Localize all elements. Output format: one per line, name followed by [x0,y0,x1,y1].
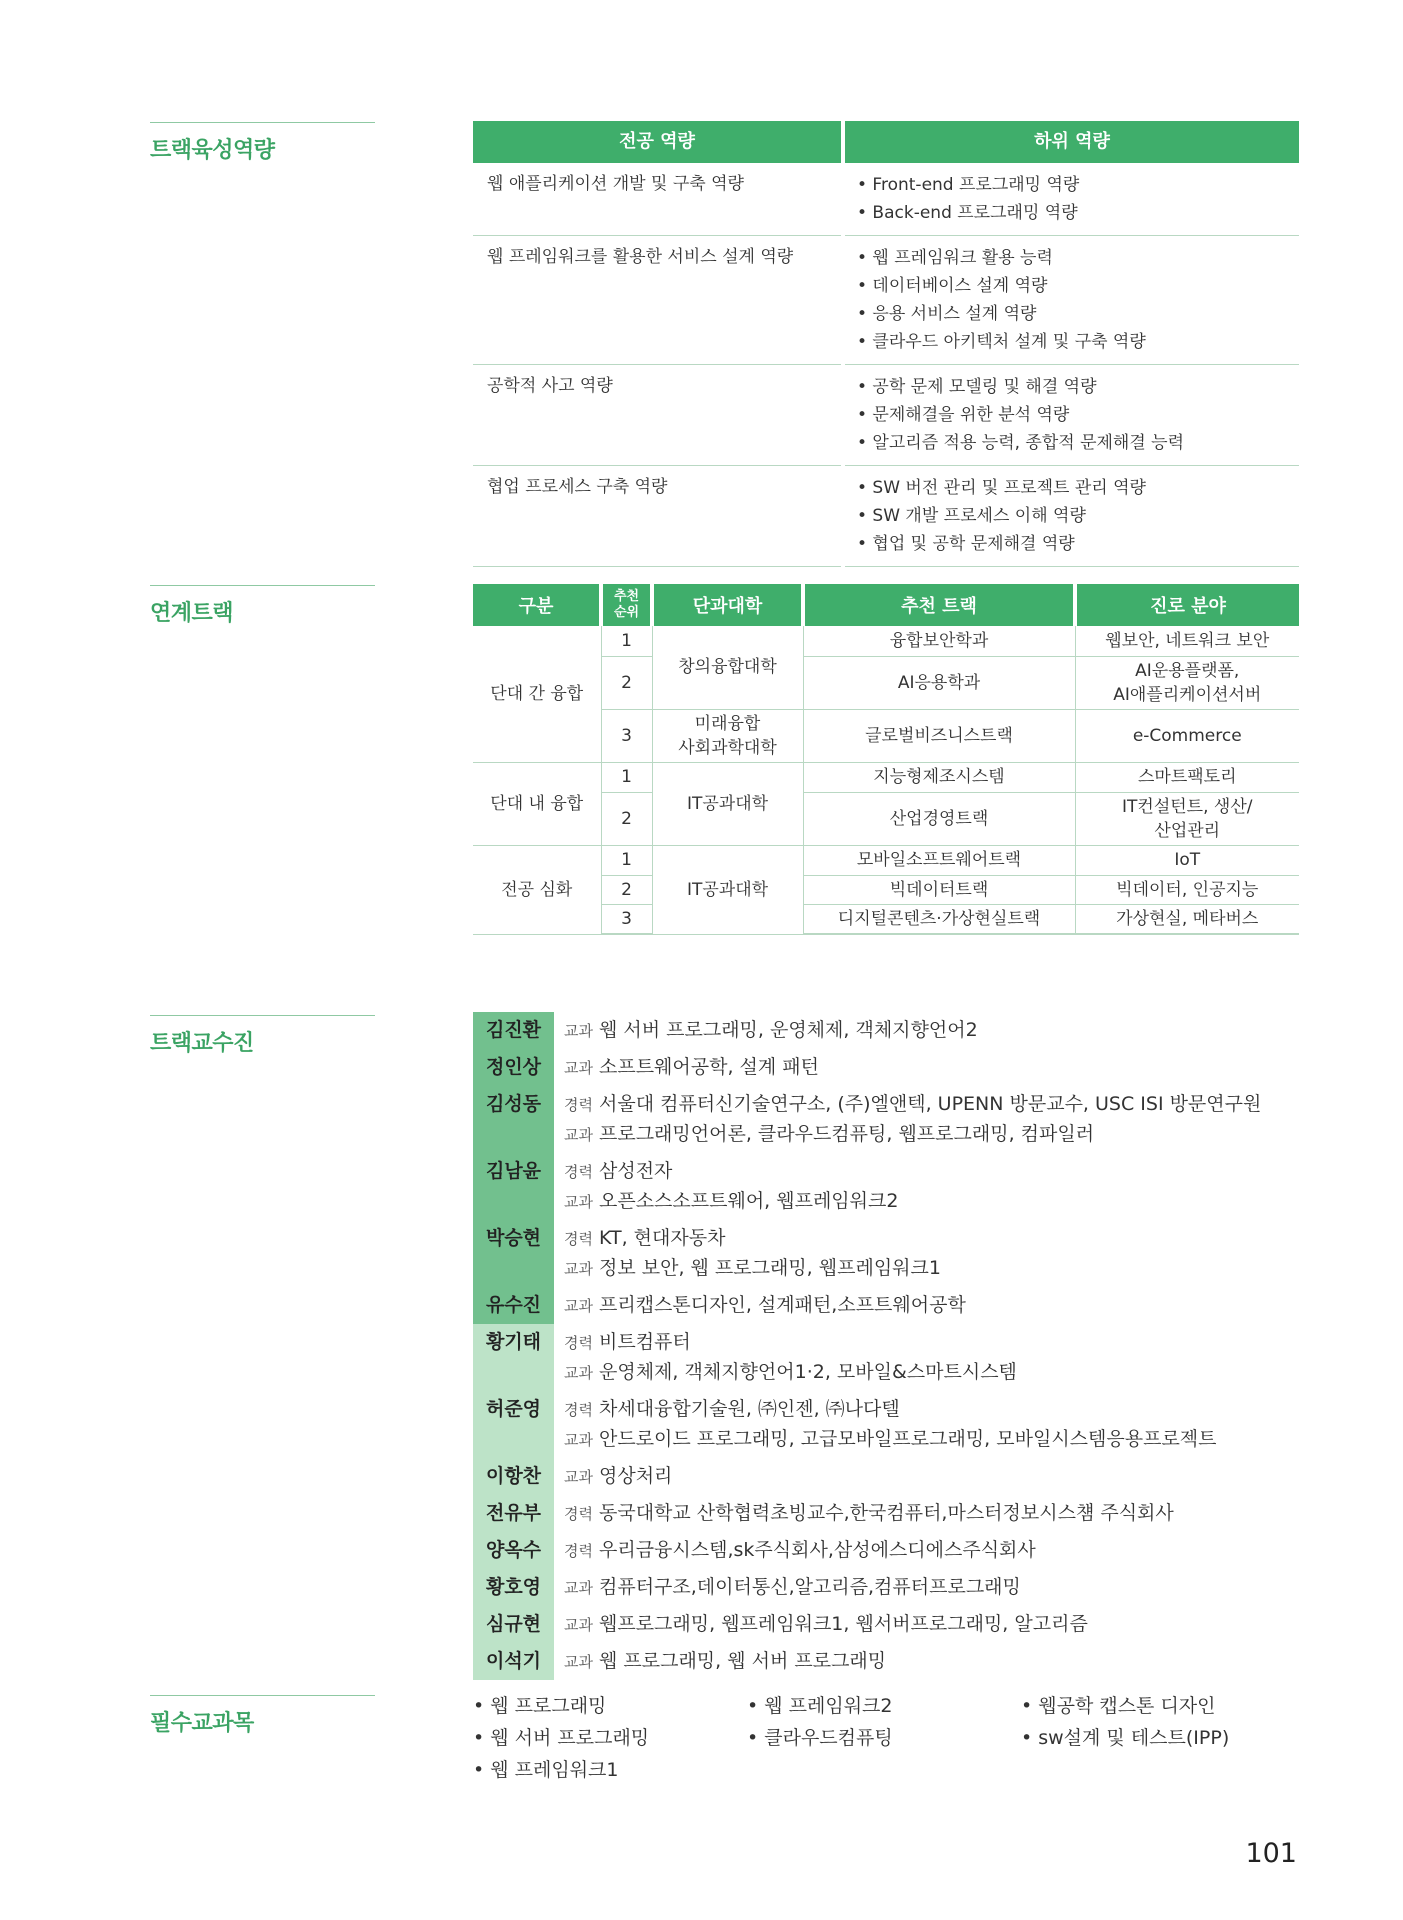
header-rank-line2: 순위 [613,605,640,620]
faculty-details [554,1495,1174,1532]
detail-tag: 교과 [564,1653,593,1671]
track-college: 창의융합대학 [652,626,803,709]
faculty-detail-line [564,1254,941,1284]
detail-tag: 교과 [564,1616,593,1634]
faculty-row [473,1458,1323,1495]
faculty-name: 양옥수 [473,1532,554,1569]
faculty-name: 이항찬 [473,1458,554,1495]
detail-tag: 교과 [564,1364,593,1382]
faculty-details [554,1012,978,1049]
section-title: 트랙육성역량 [150,138,275,163]
faculty-details [554,1220,941,1287]
section-title: 트랙교수진 [150,1031,254,1056]
course-column [747,1690,1021,1786]
faculty-row [473,1049,1323,1086]
faculty-detail-line [564,1573,1021,1603]
faculty-name: 김남윤 [473,1153,554,1220]
sub-competency-item: • 응용 서비스 설계 역량 [857,304,1037,324]
faculty-details [554,1532,1036,1569]
detail-tag: 교과 [564,1260,593,1278]
sub-competency-list [845,365,1299,466]
major-competency: 웹 애플리케이션 개발 및 구축 역량 [473,163,841,236]
detail-tag: 교과 [564,1431,593,1449]
section-label-competency [150,122,375,164]
track-career: IT컨설턴트, 생산/ 산업관리 [1075,792,1299,845]
detail-tag: 경력 [564,1505,593,1523]
track-rank: 2 [601,875,652,904]
detail-text: 안드로이드 프로그래밍, 고급모바일프로그래밍, 모바일시스템응용프로젝트 [598,1428,1217,1450]
section-title: 필수교과목 [150,1711,254,1736]
faculty-details [554,1458,672,1495]
track-career: AI운용플랫폼, AI애플리케이션서버 [1075,656,1299,709]
competency-row [473,236,1299,365]
faculty-name: 유수진 [473,1287,554,1324]
faculty-name: 이석기 [473,1643,554,1680]
track-college: 미래융합 사회과학대학 [652,709,803,762]
track-name: 빅데이터트랙 [803,875,1075,904]
sub-competency-item: • 협업 및 공학 문제해결 역량 [857,534,1075,554]
track-row [473,626,1299,656]
course-item: • 웹 프레임워크1 [473,1759,619,1781]
sub-competency-item: • 문제해결을 위한 분석 역량 [857,405,1070,425]
detail-tag: 교과 [564,1468,593,1486]
course-item: • 웹 프레임워크2 [747,1695,893,1717]
header-track: 추천 트랙 [803,584,1075,626]
faculty-detail-line [564,1536,1036,1566]
detail-text: 컴퓨터구조,데이터통신,알고리즘,컴퓨터프로그래밍 [598,1576,1021,1598]
course-column [1021,1690,1295,1786]
competency-row [473,466,1299,567]
detail-text: 동국대학교 산학협력초빙교수,한국컴퓨터,마스터정보시스첌 주식회사 [598,1502,1174,1524]
faculty-detail-line [564,1462,672,1492]
competency-table [473,121,1299,567]
sub-competency-item: • 알고리즘 적용 능력, 종합적 문제해결 능력 [857,433,1185,453]
faculty-details [554,1606,1088,1643]
faculty-row [473,1086,1323,1153]
detail-tag: 교과 [564,1022,593,1040]
track-career: 웹보안, 네트워크 보안 [1075,626,1299,656]
faculty-detail-line [564,1425,1217,1455]
track-rank: 1 [601,762,652,792]
faculty-detail-line [564,1395,1217,1425]
faculty-detail-line [564,1157,898,1187]
detail-text: 프로그래밍언어론, 클라우드컴퓨팅, 웹프로그래밍, 컴파일러 [598,1123,1095,1145]
header-career: 진로 분야 [1075,584,1299,626]
faculty-name: 심규현 [473,1606,554,1643]
faculty-name: 김성동 [473,1086,554,1153]
detail-text: 프리캡스톤디자인, 설계패턴,소프트웨어공학 [598,1294,966,1316]
faculty-row [473,1324,1323,1391]
required-courses [473,1690,1295,1786]
faculty-detail-line [564,1499,1174,1529]
detail-tag: 교과 [564,1059,593,1077]
sub-competency-item: • SW 버전 관리 및 프로젝트 관리 역량 [857,478,1146,498]
faculty-detail-line [564,1610,1088,1640]
track-career: 스마트팩토리 [1075,762,1299,792]
competency-row [473,163,1299,236]
sub-competency-item: • 클라우드 아키텍처 설계 및 구축 역량 [857,332,1146,352]
detail-text: 삼성전자 [598,1160,673,1182]
detail-text: 영상처리 [598,1465,673,1487]
header-major-competency: 전공 역량 [473,121,841,163]
detail-text: 차세대융합기술원, ㈜인젠, ㈜나다텔 [598,1398,900,1420]
faculty-row [473,1532,1323,1569]
course-item: • 클라우드컴퓨팅 [747,1727,893,1749]
course-item: • 웹 프로그래밍 [473,1695,607,1717]
track-rank: 3 [601,709,652,762]
section-label-required [150,1695,375,1737]
track-category: 단대 간 융합 [473,626,601,762]
detail-text: 웹프로그래밍, 웹프레임워크1, 웹서버프로그래밍, 알고리즘 [598,1613,1088,1635]
faculty-name: 박승현 [473,1220,554,1287]
track-category: 단대 내 융합 [473,762,601,845]
major-competency: 웹 프레임워크를 활용한 서비스 설계 역량 [473,236,841,365]
track-name: 산업경영트랙 [803,792,1075,845]
faculty-detail-line [564,1224,941,1254]
track-row [473,762,1299,792]
detail-text: 운영체제, 객체지향언어1·2, 모바일&스마트시스템 [598,1361,1017,1383]
faculty-details [554,1391,1217,1458]
page-number: 101 [1245,1838,1297,1869]
faculty-name: 황호영 [473,1569,554,1606]
faculty-details [554,1287,966,1324]
track-college: IT공과대학 [652,845,803,934]
sub-competency-item: • 웹 프레임워크 활용 능력 [857,248,1053,268]
detail-tag: 교과 [564,1126,593,1144]
detail-tag: 경력 [564,1542,593,1560]
sub-competency-list [845,466,1299,567]
course-item: • sw설계 및 테스트(IPP) [1021,1727,1230,1749]
detail-text: 소프트웨어공학, 설계 패턴 [598,1056,819,1078]
faculty-details [554,1153,898,1220]
faculty-detail-line [564,1090,1261,1120]
faculty-row [473,1391,1323,1458]
faculty-row [473,1569,1323,1606]
faculty-details [554,1086,1261,1153]
header-rank-line1: 추천 [613,589,640,604]
header-sub-competency: 하위 역량 [845,121,1299,163]
detail-text: 비트컴퓨터 [598,1331,691,1353]
faculty-detail-line [564,1053,819,1083]
detail-tag: 경력 [564,1334,593,1352]
detail-tag: 경력 [564,1401,593,1419]
faculty-detail-line [564,1328,1017,1358]
faculty-detail-line [564,1358,1017,1388]
detail-tag: 교과 [564,1297,593,1315]
detail-text: 서울대 컴퓨터신기술연구소, (주)엘앤텍, UPENN 방문교수, USC ISI 방문연구원 [598,1093,1262,1115]
sub-competency-list [845,236,1299,365]
major-competency: 공학적 사고 역량 [473,365,841,466]
detail-text: 오픈소스소프트웨어, 웹프레임워크2 [598,1190,899,1212]
faculty-detail-line [564,1016,978,1046]
detail-tag: 교과 [564,1193,593,1211]
faculty-details [554,1049,819,1086]
sub-competency-item: • Back-end 프로그래밍 역량 [857,203,1078,223]
faculty-row [473,1643,1323,1680]
track-name: 글로벌비즈니스트랙 [803,709,1075,762]
sub-competency-item: • Front-end 프로그래밍 역량 [857,175,1080,195]
faculty-details [554,1643,886,1680]
faculty-name: 전유부 [473,1495,554,1532]
faculty-name: 황기태 [473,1324,554,1391]
track-rank: 3 [601,904,652,934]
faculty-details [554,1324,1017,1391]
track-category: 전공 심화 [473,845,601,934]
faculty-row [473,1012,1323,1049]
track-name: 융합보안학과 [803,626,1075,656]
sub-competency-item: • SW 개발 프로세스 이해 역량 [857,506,1086,526]
faculty-list [473,1012,1323,1680]
linked-track-table [473,584,1299,935]
header-category: 구분 [473,584,601,626]
track-career: e-Commerce [1075,709,1299,762]
track-rank: 1 [601,626,652,656]
faculty-detail-line [564,1187,898,1217]
track-college: IT공과대학 [652,762,803,845]
track-rank: 2 [601,792,652,845]
course-item: • 웹 서버 프로그래밍 [473,1727,650,1749]
detail-tag: 경력 [564,1230,593,1248]
sub-competency-item: • 공학 문제 모델링 및 해결 역량 [857,377,1097,397]
header-college: 단과대학 [652,584,803,626]
detail-text: 웹 프로그래밍, 웹 서버 프로그래밍 [598,1650,887,1672]
faculty-details [554,1569,1021,1606]
track-career: IoT [1075,845,1299,875]
track-name: 모바일소프트웨어트랙 [803,845,1075,875]
faculty-detail-line [564,1647,886,1677]
faculty-name: 정인상 [473,1049,554,1086]
detail-text: 정보 보안, 웹 프로그래밍, 웹프레임워크1 [598,1257,941,1279]
section-label-faculty [150,1015,375,1057]
sub-competency-item: • 데이터베이스 설계 역량 [857,276,1048,296]
course-item: • 웹공학 캡스톤 디자인 [1021,1695,1216,1717]
header-rank [601,584,652,626]
section-label-linked-track [150,585,375,627]
faculty-row [473,1220,1323,1287]
faculty-row [473,1495,1323,1532]
faculty-name: 김진환 [473,1012,554,1049]
faculty-row [473,1153,1323,1220]
track-career: 가상현실, 메타버스 [1075,904,1299,934]
section-title: 연계트랙 [150,601,234,626]
competency-row [473,365,1299,466]
major-competency: 협업 프로세스 구축 역량 [473,466,841,567]
track-rank: 1 [601,845,652,875]
faculty-detail-line [564,1120,1261,1150]
detail-text: KT, 현대자동차 [598,1227,726,1249]
track-name: 디지털콘텐츠·가상현실트랙 [803,904,1075,934]
track-name: AI응용학과 [803,656,1075,709]
faculty-detail-line [564,1291,966,1321]
detail-text: 우리금융시스템,sk주식회사,삼성에스디에스주식회사 [598,1539,1036,1561]
track-rank: 2 [601,656,652,709]
faculty-row [473,1287,1323,1324]
detail-tag: 교과 [564,1579,593,1597]
detail-tag: 경력 [564,1163,593,1181]
track-row [473,845,1299,875]
course-column [473,1690,747,1786]
faculty-row [473,1606,1323,1643]
sub-competency-list [845,163,1299,236]
detail-text: 웹 서버 프로그래밍, 운영체제, 객체지향언어2 [598,1019,978,1041]
track-career: 빅데이터, 인공지능 [1075,875,1299,904]
detail-tag: 경력 [564,1096,593,1114]
track-name: 지능형제조시스템 [803,762,1075,792]
faculty-name: 허준영 [473,1391,554,1458]
